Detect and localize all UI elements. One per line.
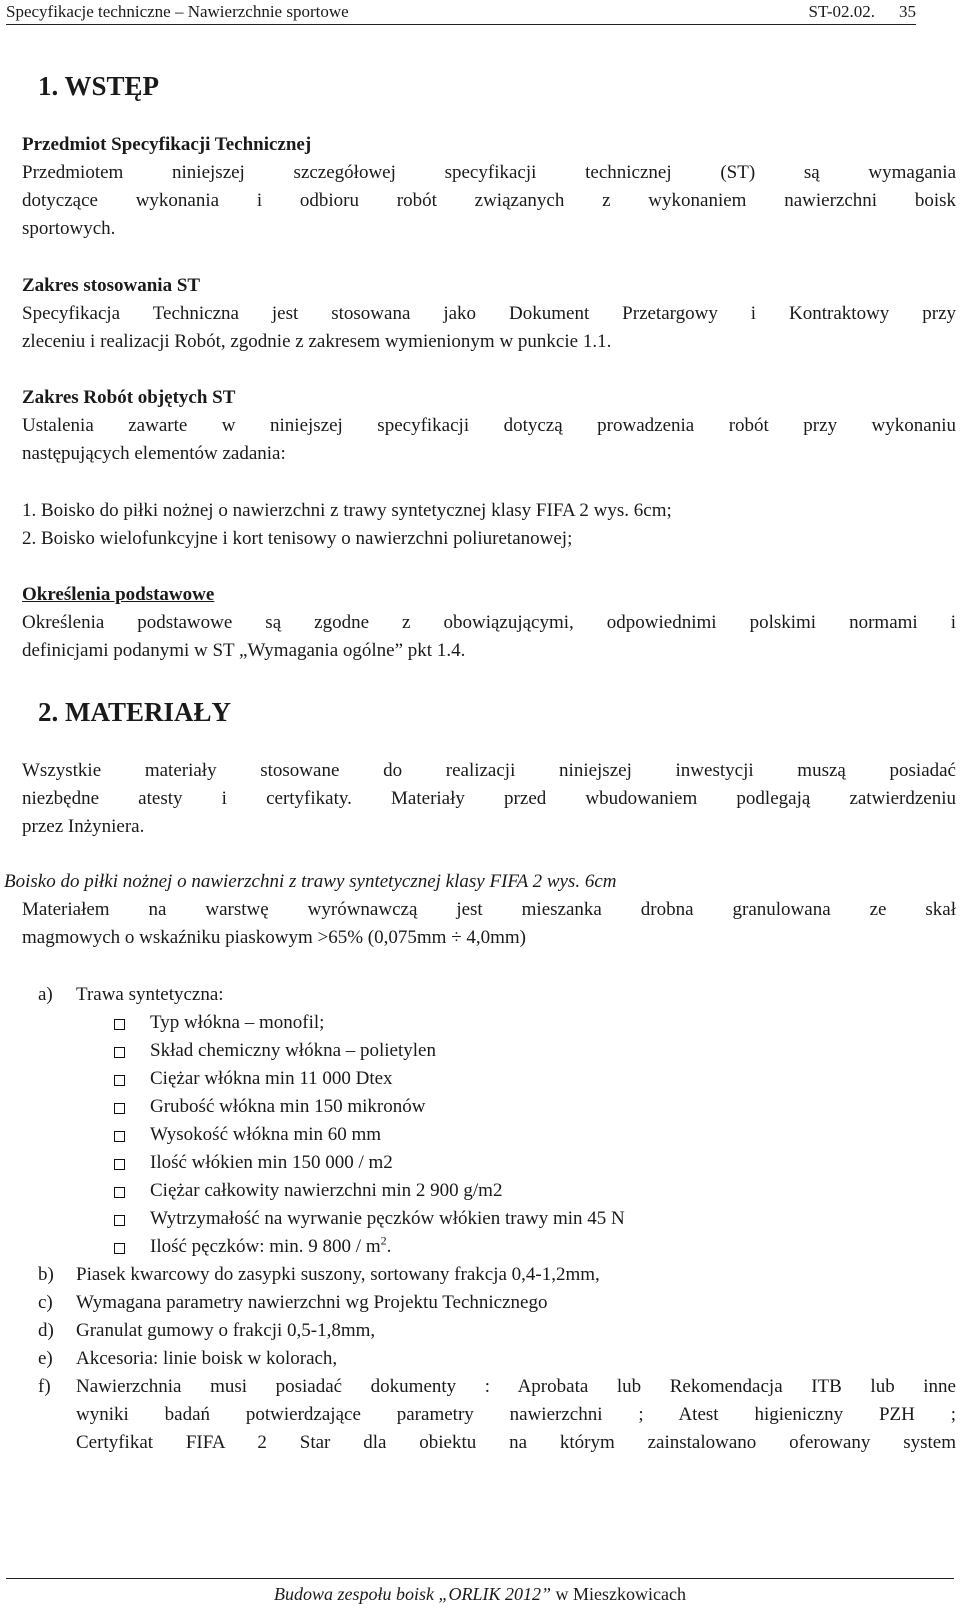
footer-italic: Budowa zespołu boisk „ORLIK 2012” — [274, 1584, 552, 1604]
bullet-text: Ilość włókien min 150 000 / m2 — [150, 1152, 393, 1173]
works-title: Zakres Robót objętych ST — [22, 387, 236, 408]
list-item — [112, 1093, 952, 1121]
bullet-text: Wysokość włókna min 60 mm — [150, 1124, 382, 1145]
checkbox-square-icon — [114, 1215, 125, 1226]
list-item — [112, 1149, 952, 1177]
pitch-text — [22, 896, 956, 952]
checkbox-square-icon — [114, 1047, 125, 1058]
works-line-1: Ustalenia zawarte w niniejszej specyfikacji dotyczą prowadzenia robót przy wykonaniu — [22, 415, 956, 436]
footer-location: w Mieszkowicach — [551, 1584, 686, 1604]
defs-title: Określenia podstawowe — [22, 584, 215, 605]
list-item — [112, 1037, 952, 1065]
section-1-heading: 1. WSTĘP — [38, 71, 160, 101]
pitch-line-1: Materiałem na warstwę wyrównawczą jest mieszanka drobna granulowana ze skał — [22, 899, 956, 920]
checkbox-square-icon — [114, 1103, 125, 1114]
bullet-text: Grubość włókna min 150 mikronów — [150, 1096, 426, 1117]
list-item — [112, 1009, 952, 1037]
item-label: a) — [38, 984, 53, 1005]
list-item — [112, 1121, 952, 1149]
list-item — [112, 1177, 952, 1205]
item-text: Wymagana parametry nawierzchni wg Projektu Technicznego — [76, 1292, 548, 1313]
grass-specs-list — [112, 1009, 952, 1261]
subject-title: Przedmiot Specyfikacji Technicznej — [22, 134, 312, 155]
list-item — [38, 981, 956, 1009]
scope-line-2: zleceniu i realizacji Robót, zgodnie z zakresem wymienionym w punkcie 1.1. — [22, 331, 612, 352]
list-item — [38, 1317, 956, 1345]
defs-line-2: definicjami podanymi w ST „Wymagania ogólne” pkt 1.4. — [22, 640, 466, 661]
works-block — [22, 384, 956, 468]
page-footer — [6, 1578, 954, 1609]
page-header — [6, 0, 916, 25]
materials-line-3: przez Inżyniera. — [22, 816, 145, 837]
materials-intro — [22, 757, 956, 841]
scope-title: Zakres stosowania ST — [22, 275, 201, 296]
list-item: 2. Boisko wielofunkcyjne i kort tenisowy o nawierzchni poliuretanowej; — [22, 528, 573, 549]
superscript: 2 — [380, 1233, 387, 1248]
list-item: 1. Boisko do piłki nożnej o nawierzchni z trawy syntetycznej klasy FIFA 2 wys. 6cm; — [22, 500, 672, 521]
item-text: Piasek kwarcowy do zasypki suszony, sortowany frakcja 0,4-1,2mm, — [76, 1264, 600, 1285]
item-f — [38, 1373, 956, 1457]
subject-line-1: Przedmiotem niniejszej szczegółowej specyfikacji technicznej (ST) są wymagania — [22, 162, 956, 183]
item-f-line-2: wyniki badań potwierdzające parametry nawierzchni ; Atest higieniczny PZH ; — [76, 1404, 956, 1425]
subject-line-3: sportowych. — [22, 218, 116, 239]
checkbox-square-icon — [114, 1075, 125, 1086]
materials-line-2: niezbędne atesty i certyfikaty. Materiały przed wbudowaniem podlegają zatwierdzeniu — [22, 788, 956, 809]
bullet-text: Ciężar całkowity nawierzchni min 2 900 g/m2 — [150, 1180, 503, 1201]
defs-block — [22, 581, 956, 665]
header-title: Specyfikacje techniczne – Nawierzchnie sportowe — [6, 2, 349, 21]
list-item — [38, 1373, 956, 1457]
item-label: f) — [38, 1376, 51, 1397]
bullet-text: Typ włókna – monofil; — [150, 1012, 325, 1033]
list-item — [112, 1205, 952, 1233]
bullet-end: . — [386, 1236, 392, 1257]
item-label: d) — [38, 1320, 54, 1341]
item-text: Trawa syntetyczna: — [76, 984, 224, 1005]
pitch-line-2: magmowych o wskaźniku piaskowym >65% (0,075mm ÷ 4,0mm) — [22, 927, 527, 948]
item-f-line-1: Nawierzchnia musi posiadać dokumenty : Aprobata lub Rekomendacja ITB lub inne — [76, 1376, 956, 1397]
checkbox-square-icon — [114, 1187, 125, 1198]
scope-line-1: Specyfikacja Techniczna jest stosowana jako Dokument Przetargowy i Kontraktowy przy — [22, 303, 956, 324]
materials-line-1: Wszystkie materiały stosowane do realizacji niniejszej inwestycji muszą posiadać — [22, 760, 956, 781]
works-list — [22, 497, 956, 553]
list-item — [38, 1289, 956, 1317]
subject-block — [22, 131, 956, 243]
section-2-heading: 2. MATERIAŁY — [38, 697, 232, 727]
scope-block — [22, 272, 956, 356]
item-label: b) — [38, 1264, 54, 1285]
checkbox-square-icon — [114, 1019, 125, 1030]
checkbox-square-icon — [114, 1159, 125, 1170]
works-line-2: następujących elementów zadania: — [22, 443, 286, 464]
item-label: e) — [38, 1348, 53, 1369]
list-item — [112, 1233, 952, 1261]
bullet-text: Skład chemiczny włókna – polietylen — [150, 1040, 436, 1061]
subject-line-2: dotyczące wykonania i odbioru robót związanych z wykonaniem nawierzchni boisk — [22, 190, 956, 211]
defs-line-1: Określenia podstawowe są zgodne z obowiązującymi, odpowiednimi polskimi normami i — [22, 612, 956, 633]
bullet-text: Ciężar włókna min 11 000 Dtex — [150, 1068, 393, 1089]
bullet-text: Wytrzymałość na wyrwanie pęczków włókien trawy min 45 N — [150, 1208, 625, 1229]
items-b-e — [38, 1261, 956, 1373]
bullet-text: Ilość pęczków: min. 9 800 / m — [150, 1236, 381, 1257]
item-text: Akcesoria: linie boisk w kolorach, — [76, 1348, 338, 1369]
list-item — [38, 1261, 956, 1289]
list-item — [112, 1065, 952, 1093]
item-label: c) — [38, 1292, 53, 1313]
item-f-line-3: Certyfikat FIFA 2 Star dla obiektu na którym zainstalowano oferowany system — [76, 1432, 956, 1453]
header-right — [809, 0, 916, 24]
item-a — [38, 981, 956, 1009]
header-code: ST-02.02. — [808, 2, 875, 21]
page-number: 35 — [899, 2, 916, 21]
checkbox-square-icon — [114, 1131, 125, 1142]
pitch-title: Boisko do piłki nożnej o nawierzchni z trawy syntetycznej klasy FIFA 2 wys. 6cm — [4, 871, 617, 892]
item-text: Granulat gumowy o frakcji 0,5-1,8mm, — [76, 1320, 376, 1341]
list-item — [38, 1345, 956, 1373]
checkbox-square-icon — [114, 1243, 125, 1254]
